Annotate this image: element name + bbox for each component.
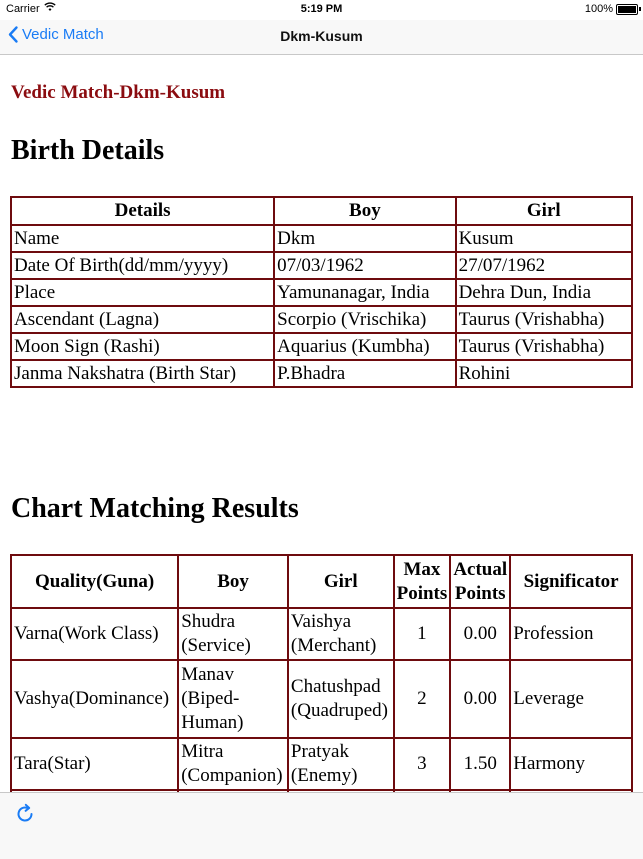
quality-cell: Tara(Star): [11, 738, 178, 790]
header-details: Details: [11, 197, 274, 225]
table-row: [11, 360, 632, 387]
refresh-icon: [14, 803, 36, 825]
boy-value: Yamunanagar, India: [274, 279, 455, 306]
row-label: Moon Sign (Rashi): [11, 333, 274, 360]
table-row: [11, 608, 632, 660]
girl-value: Rohini: [456, 360, 632, 387]
girl-value: Taurus (Vrishabha): [456, 306, 632, 333]
max-points-cell: 3: [394, 738, 451, 790]
girl-value: 27/07/1962: [456, 252, 632, 279]
row-label: Place: [11, 279, 274, 306]
max-points-cell: 1: [394, 608, 451, 660]
carrier-label: Carrier: [6, 3, 40, 15]
table-row: [11, 660, 632, 738]
row-label: Ascendant (Lagna): [11, 306, 274, 333]
row-label: Janma Nakshatra (Birth Star): [11, 360, 274, 387]
actual-points-cell: 0.00: [450, 660, 510, 738]
birth-details-table: [10, 196, 633, 388]
battery-icon: [616, 4, 638, 15]
table-row: [11, 738, 632, 790]
significator-cell: Profession: [510, 608, 632, 660]
boy-value: Aquarius (Kumbha): [274, 333, 455, 360]
page-subtitle: Vedic Match-Dkm-Kusum: [11, 82, 226, 103]
table-header-row: [11, 197, 632, 225]
header-actual-points: Actual Points: [450, 555, 510, 608]
boy-value: Scorpio (Vrischika): [274, 306, 455, 333]
girl-cell: Vaishya (Merchant): [288, 608, 394, 660]
refresh-button[interactable]: [14, 803, 36, 830]
status-time: 5:19 PM: [300, 3, 343, 15]
boy-cell: Manav (Biped-Human): [178, 660, 288, 738]
table-header-row: [11, 555, 632, 608]
header-significator: Significator: [510, 555, 632, 608]
actual-points-cell: 0.00: [450, 608, 510, 660]
header-girl: Girl: [288, 555, 394, 608]
girl-value: Taurus (Vrishabha): [456, 333, 632, 360]
header-boy: Boy: [274, 197, 455, 225]
boy-cell: Shudra (Service): [178, 608, 288, 660]
table-row: [11, 333, 632, 360]
battery-percent: 100%: [584, 3, 613, 15]
table-row: [11, 225, 632, 252]
girl-cell: Chatushpad (Quadruped): [288, 660, 394, 738]
navigation-bar: [0, 20, 643, 55]
boy-cell: Mitra (Companion): [178, 738, 288, 790]
back-button-label: Vedic Match: [22, 26, 104, 43]
girl-value: Dehra Dun, India: [456, 279, 632, 306]
significator-cell: Harmony: [510, 738, 632, 790]
header-girl: Girl: [456, 197, 632, 225]
bottom-toolbar: [0, 792, 643, 859]
max-points-cell: 2: [394, 660, 451, 738]
header-boy: Boy: [178, 555, 288, 608]
web-content[interactable]: [0, 55, 643, 792]
battery-tip: [639, 7, 641, 11]
actual-points-cell: 1.50: [450, 738, 510, 790]
significator-cell: Leverage: [510, 660, 632, 738]
table-row: [11, 252, 632, 279]
chart-matching-heading: Chart Matching Results: [11, 493, 299, 524]
boy-value: 07/03/1962: [274, 252, 455, 279]
nav-title: Dkm-Kusum: [280, 28, 363, 44]
girl-cell: Pratyak (Enemy): [288, 738, 394, 790]
status-bar: [0, 0, 643, 20]
table-row: [11, 279, 632, 306]
boy-value: P.Bhadra: [274, 360, 455, 387]
quality-cell: Vashya(Dominance): [11, 660, 178, 738]
header-quality: Quality(Guna): [11, 555, 178, 608]
header-max-points: Max Points: [394, 555, 451, 608]
row-label: Name: [11, 225, 274, 252]
table-row: [11, 306, 632, 333]
quality-cell: Varna(Work Class): [11, 608, 178, 660]
boy-value: Dkm: [274, 225, 455, 252]
row-label: Date Of Birth(dd/mm/yyyy): [11, 252, 274, 279]
girl-value: Kusum: [456, 225, 632, 252]
birth-details-heading: Birth Details: [11, 135, 165, 166]
